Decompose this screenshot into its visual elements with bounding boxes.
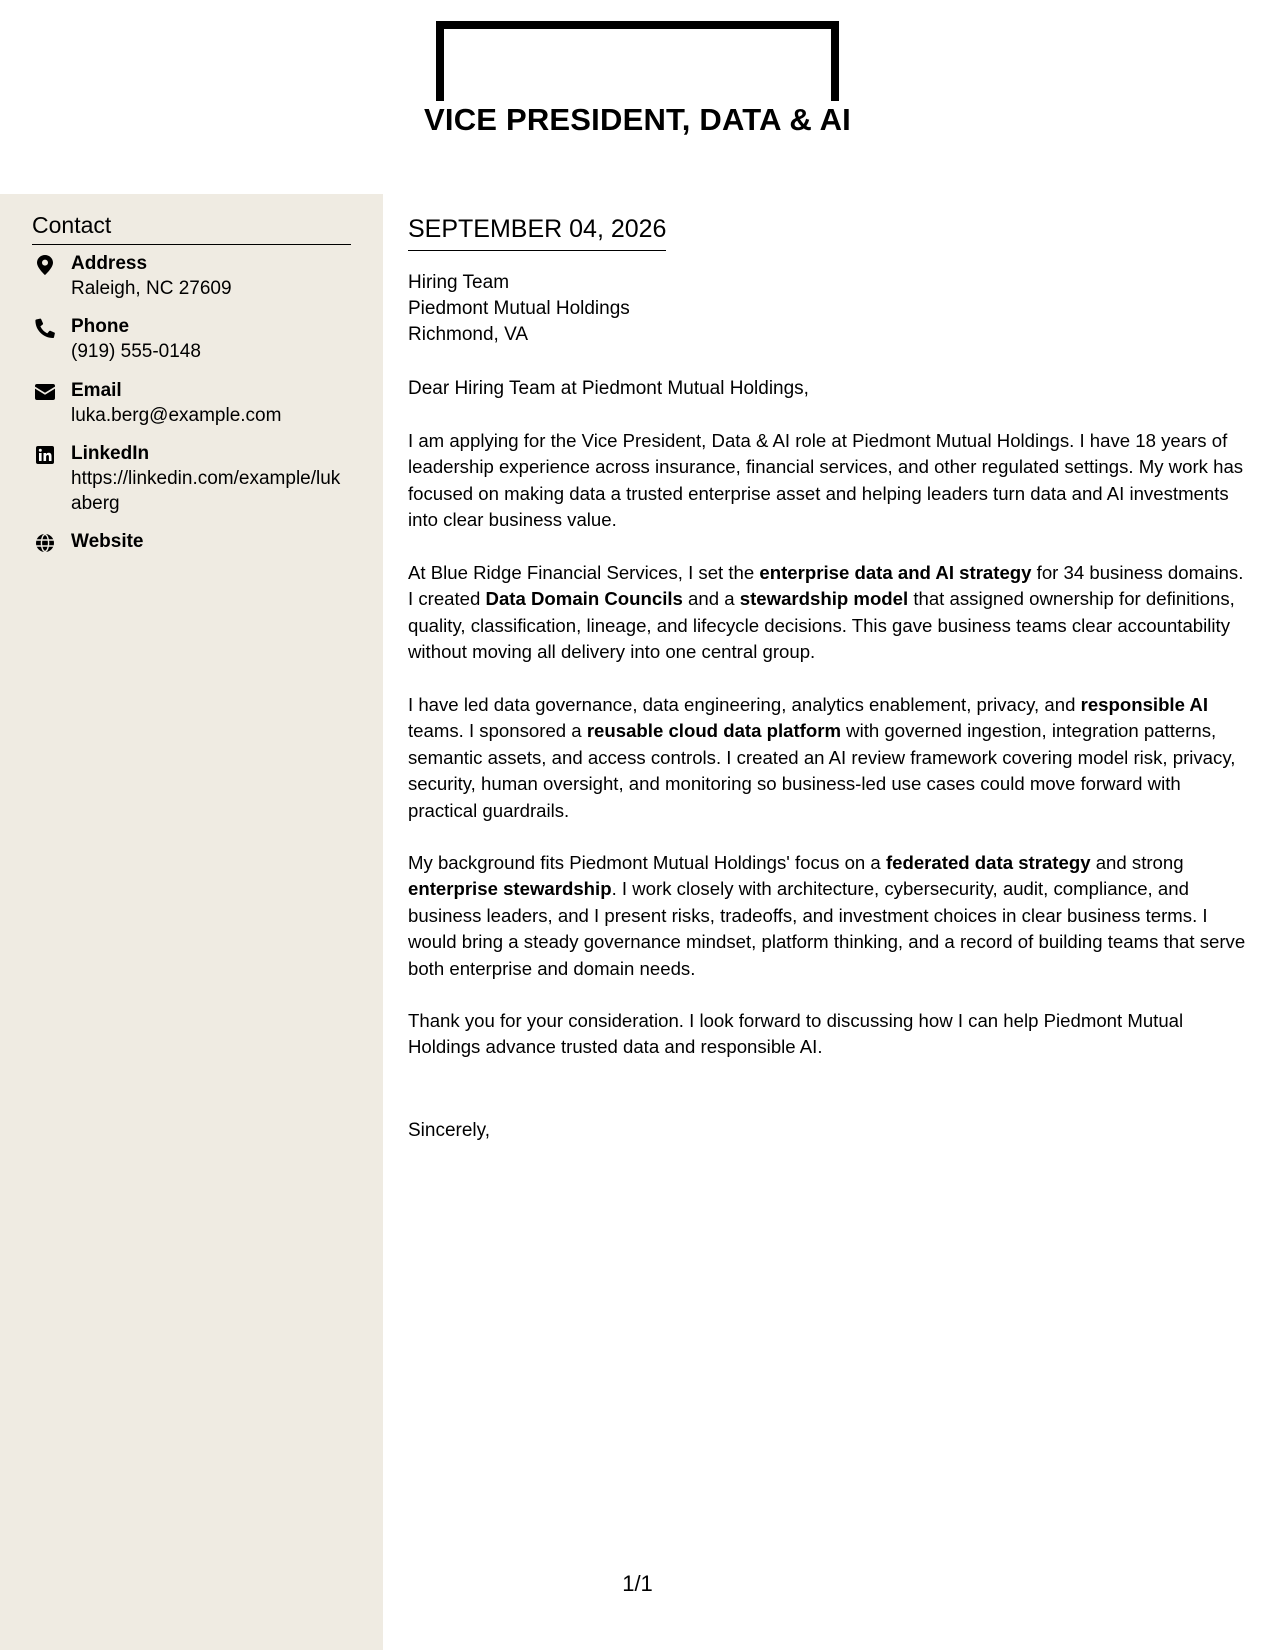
bold-phrase: responsible AI [1080, 694, 1209, 715]
recipient-line: Piedmont Mutual Holdings [408, 298, 630, 319]
body-paragraph [408, 428, 1248, 534]
text-run: with governed ingestion, integration patterns, semantic assets, and access controls. I created an AI review framework covering model risk, privacy, security, human oversight, and monitoring so business-led use cases could move forward with practical guardrails. [408, 720, 1236, 821]
text-run: I have led data governance, data engineering, analytics enablement, privacy, and [408, 694, 1081, 715]
envelope-icon [32, 381, 58, 403]
bold-phrase: enterprise stewardship [408, 878, 612, 900]
sidebar [0, 194, 383, 1650]
bold-phrase: stewardship model [739, 588, 909, 610]
bold-phrase: Data Domain Councils [485, 588, 683, 610]
text-run: that assigned ownership for definitions, quality, classification, lineage, and lifecycle decisions. This gave business teams clear accountability without moving all delivery into one central group. [408, 588, 1235, 663]
salutation: Dear Hiring Team at Piedmont Mutual Holdings, [408, 378, 809, 399]
linkedin-icon [32, 444, 58, 466]
title-bracket-decoration [436, 21, 839, 101]
text-run: teams. I sponsored a [408, 720, 587, 742]
body-paragraph [408, 850, 1248, 982]
page-number: 1/1 [622, 1571, 653, 1596]
contact-label-address: Address [71, 253, 148, 274]
text-run: and strong [1090, 852, 1184, 873]
body-paragraph [408, 1008, 1248, 1061]
contact-label-website: Website [71, 531, 144, 552]
contact-label-linkedin: LinkedIn [71, 443, 150, 464]
page-title: VICE PRESIDENT, DATA & AI [424, 102, 851, 137]
contact-value-email[interactable]: luka.berg@example.com [71, 405, 282, 426]
bold-phrase: federated data strategy [885, 852, 1091, 873]
recipient-line: Hiring Team [408, 272, 510, 293]
contact-value-linkedin[interactable]: https://linkedin.com/example/lukaberg [71, 468, 341, 514]
contact-value-phone: (919) 555-0148 [71, 341, 201, 362]
body-paragraph [408, 692, 1248, 824]
recipient-line: Richmond, VA [408, 324, 529, 345]
globe-icon [32, 532, 58, 554]
text-run: I am applying for the Vice President, Data & AI role at Piedmont Mutual Holdings. I have 18 years of leadership experience across insurance, financial services, and other regulated settings. My work has focused on making data a trusted enterprise asset and helping leaders turn data and AI investments into clear business value. [408, 430, 1244, 531]
text-run: and a [682, 588, 740, 610]
phone-icon [32, 317, 58, 339]
text-run: for 34 business domains. I created [408, 562, 1244, 610]
text-run: At Blue Ridge Financial Services, I set the [408, 562, 760, 583]
bold-phrase: reusable cloud data platform [586, 720, 841, 742]
recipient-block [408, 270, 630, 348]
text-run: My background fits Piedmont Mutual Holdings' focus on a [408, 852, 886, 873]
body-paragraph [408, 560, 1248, 666]
text-run: Thank you for your consideration. I look forward to discussing how I can help Piedmont Mutual Holdings advance trusted data and responsible AI. [408, 1010, 1184, 1058]
bold-phrase: enterprise data and AI strategy [759, 562, 1032, 583]
contact-heading: Contact [32, 210, 351, 245]
contact-value-address: Raleigh, NC 27609 [71, 278, 232, 299]
closing: Sincerely, [408, 1120, 491, 1141]
map-pin-icon [32, 254, 58, 276]
text-run: . I work closely with architecture, cybersecurity, audit, compliance, and business leaders, and I present risks, tradeoffs, and investment choices in clear business terms. I would bring a steady governance mindset, platform thinking, and a record of building teams that serve both enterprise and domain needs. [408, 878, 1246, 979]
contact-label-phone: Phone [71, 316, 130, 337]
letter-date: SEPTEMBER 04, 2026 [408, 212, 666, 251]
contact-label-email: Email [71, 380, 122, 401]
